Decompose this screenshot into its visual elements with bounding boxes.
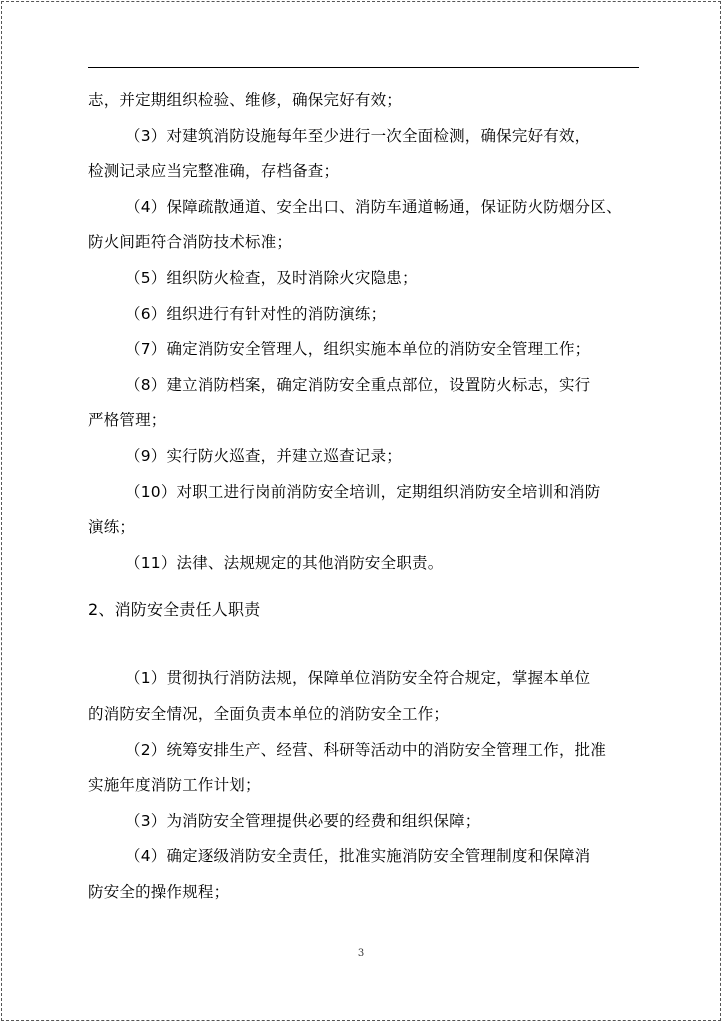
paragraph-line: 防安全的操作规程； [88, 882, 230, 901]
header-rule [88, 67, 639, 68]
paragraph-line: （7）确定消防安全管理人，组织实施本单位的消防安全管理工作； [125, 340, 591, 359]
paragraph-line: （10）对职工进行岗前消防安全培训，定期组织消防安全培训和消防 [125, 482, 601, 501]
spacer [88, 581, 639, 591]
paragraph-line: （6）组织进行有针对性的消防演练； [125, 304, 387, 323]
document-page [1, 1, 721, 1021]
paragraph-line: （5）组织防火检查，及时消除火灾隐患； [125, 268, 418, 287]
paragraph-line: （3）为消防安全管理提供必要的经费和组织保障； [125, 811, 481, 830]
paragraph-line: 检测记录应当完整准确，存档备查； [88, 162, 340, 181]
paragraph-line: （11）法律、法规规定的其他消防安全职责。 [125, 553, 444, 572]
paragraph-line: （9）实行防火巡查，并建立巡查记录； [125, 446, 402, 465]
paragraph-line: （2）统筹安排生产、经营、科研等活动中的消防安全管理工作，批准 [125, 740, 607, 759]
paragraph-line: （3）对建筑消防设施每年至少进行一次全面检测，确保完好有效， [125, 126, 591, 145]
paragraph-line: 演练； [88, 518, 136, 537]
paragraph-line: 防火间距符合消防技术标准； [88, 233, 293, 252]
document-body [88, 83, 639, 910]
spacer [88, 627, 639, 661]
duty-list-continued [88, 83, 639, 581]
section-heading: 2、消防安全责任人职责 [88, 600, 261, 620]
paragraph-line: （1）贯彻执行消防法规，保障单位消防安全符合规定，掌握本单位 [125, 669, 591, 688]
paragraph-line: （4）确定逐级消防安全责任，批准实施消防安全管理制度和保障消 [125, 847, 591, 866]
paragraph-line: 的消防安全情况，全面负责本单位的消防安全工作； [88, 704, 450, 723]
paragraph-line: 实施年度消防工作计划； [88, 776, 261, 795]
page-number: 3 [357, 948, 365, 959]
paragraph-line: （4）保障疏散通道、安全出口、消防车通道畅通，保证防火防烟分区、 [125, 197, 622, 216]
responsible-person-duty-list [88, 661, 639, 910]
paragraph-line: （8）建立消防档案，确定消防安全重点部位，设置防火标志，实行 [125, 375, 591, 394]
paragraph-line: 志，并定期组织检验、维修，确保完好有效； [88, 91, 403, 109]
paragraph-line: 严格管理； [88, 411, 167, 430]
